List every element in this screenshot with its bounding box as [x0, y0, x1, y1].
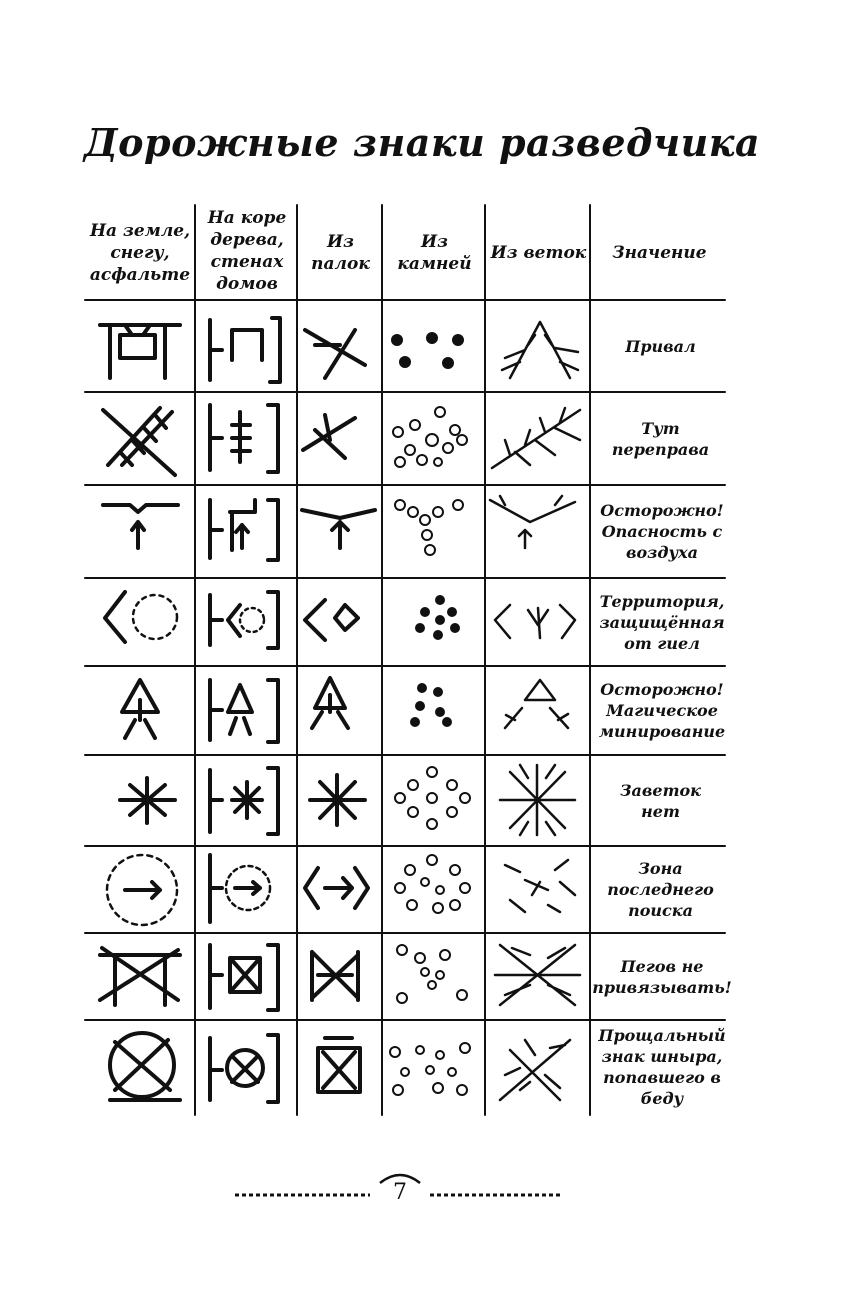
header-stones: Из камней	[397, 231, 472, 274]
no-marks-sticks-icon	[310, 775, 365, 825]
crossing-bark-icon	[210, 405, 278, 472]
last-search-sticks-icon	[305, 868, 368, 908]
meaning-row-8: Пегов не привязывать!	[592, 956, 732, 997]
no-marks-ground-icon	[120, 778, 175, 823]
crossing-ground-icon	[103, 408, 175, 475]
last-search-branches-icon	[505, 860, 575, 912]
air-danger-stones-icon	[395, 500, 463, 555]
no-tethering-sticks-icon	[312, 952, 358, 1000]
header-bark: На коре дерева, стенах домов	[207, 208, 287, 294]
magic-mine-stones-icon	[411, 684, 451, 726]
magic-mine-sticks-icon	[312, 678, 348, 728]
page-number: 7	[393, 1180, 407, 1205]
air-danger-bark-icon	[210, 500, 278, 560]
meaning-row-9: Прощальный знак шныра, попавшего в беду	[598, 1026, 726, 1108]
last-search-stones-icon	[395, 855, 470, 913]
no-marks-bark-icon	[210, 768, 278, 834]
air-danger-sticks-icon	[302, 510, 375, 548]
protected-bark-icon	[210, 592, 278, 648]
last-search-bark-icon	[210, 855, 270, 922]
protected-stones-icon	[416, 596, 459, 639]
crossing-sticks-icon	[303, 415, 355, 458]
meaning-row-6: Заветок нет	[619, 780, 702, 821]
air-danger-branches-icon	[490, 496, 575, 548]
meaning-row-5: Осторожно! Магическое минирование	[598, 680, 726, 741]
meaning-row-7: Зона последнего поиска	[607, 859, 714, 920]
header-ground: На земле, снегу, асфальте	[89, 220, 191, 285]
farewell-bark-icon	[210, 1035, 278, 1102]
header-branches: Из веток	[490, 242, 587, 263]
no-tethering-branches-icon	[495, 945, 580, 1005]
rest-ground-icon	[100, 325, 180, 378]
farewell-ground-icon	[110, 1033, 180, 1100]
header-sticks: Из палок	[311, 231, 370, 274]
header-meaning: Значение	[612, 242, 707, 263]
air-danger-ground-icon	[103, 505, 178, 548]
no-tethering-stones-icon	[397, 945, 467, 1003]
rest-stones-icon	[392, 333, 463, 368]
protected-branches-icon	[495, 605, 575, 638]
page-title: Дорожные знаки разведчика	[83, 120, 761, 165]
protected-ground-icon	[105, 592, 177, 642]
farewell-stones-icon	[390, 1043, 470, 1095]
meaning-row-4: Территория, защищённая от гиел	[599, 591, 725, 653]
rest-branches-icon	[502, 322, 578, 378]
meaning-row-1: Привал	[625, 336, 696, 356]
no-marks-branches-icon	[500, 765, 575, 835]
magic-mine-branches-icon	[505, 680, 568, 728]
no-tethering-ground-icon	[100, 948, 180, 1005]
last-search-ground-icon	[107, 855, 177, 925]
magic-mine-bark-icon	[210, 680, 278, 742]
rest-bark-icon	[210, 318, 280, 382]
protected-sticks-icon	[305, 600, 358, 640]
meaning-row-3: Осторожно! Опасность с воздуха	[600, 501, 724, 562]
meaning-row-2: Тут переправа	[611, 418, 710, 459]
crossing-branches-icon	[492, 408, 580, 468]
rest-sticks-icon	[305, 330, 365, 378]
crossing-stones-icon	[393, 407, 467, 467]
no-marks-stones-icon	[395, 767, 470, 829]
no-tethering-bark-icon	[210, 945, 278, 1010]
farewell-branches-icon	[500, 1040, 570, 1100]
magic-mine-ground-icon	[122, 680, 158, 738]
farewell-sticks-icon	[318, 1038, 360, 1092]
